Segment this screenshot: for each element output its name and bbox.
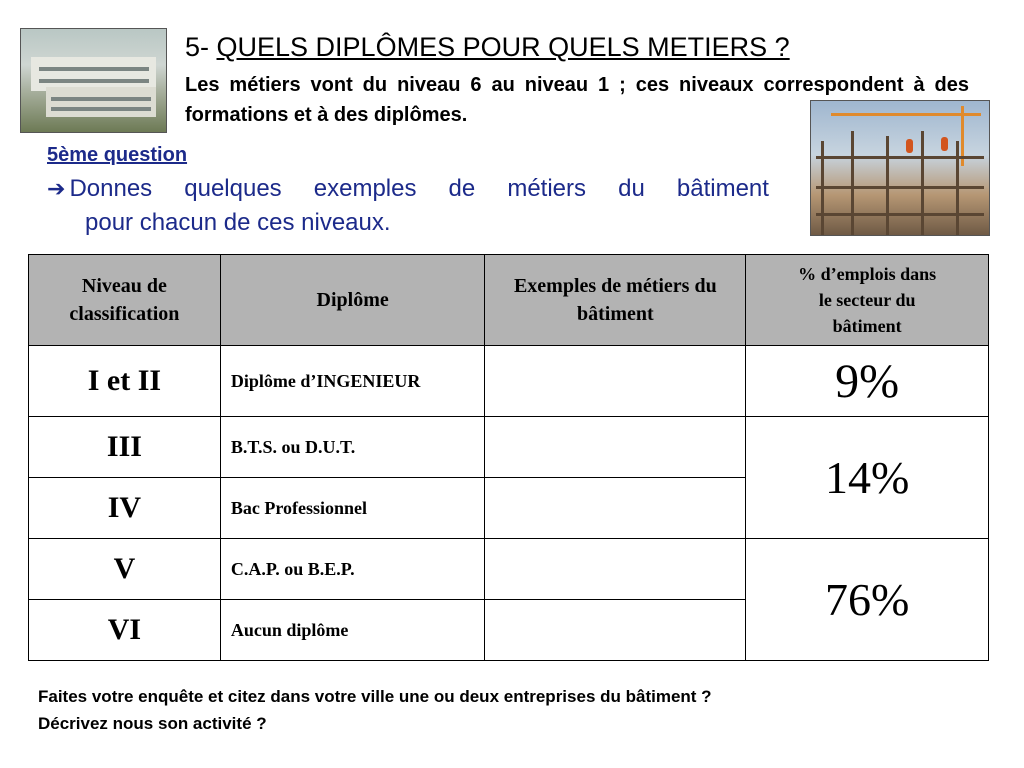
jobs-cell[interactable]	[485, 478, 746, 539]
question-line-1	[47, 172, 769, 206]
employment-percentage: 9%	[746, 346, 989, 417]
question-text	[47, 172, 769, 240]
intro-text: Les métiers vont du niveau 6 au niveau 1 ; ces niveaux correspondent à des formations et à des diplômes.	[185, 74, 969, 126]
jobs-cell[interactable]	[485, 417, 746, 478]
footer-text	[38, 683, 712, 737]
question-word: du	[618, 175, 645, 202]
header-level: Niveau de classification	[29, 255, 221, 346]
level-cell: I et II	[29, 346, 221, 417]
diploma-cell: C.A.P. ou B.E.P.	[220, 539, 485, 600]
question-label: 5ème question	[47, 144, 188, 166]
header-employment: % d’emplois dans le secteur du bâtiment	[746, 255, 989, 346]
diploma-cell: Aucun diplôme	[220, 600, 485, 661]
question-word: de	[448, 175, 476, 202]
diplomas-table	[28, 254, 989, 661]
diploma-cell: Bac Professionnel	[220, 478, 485, 539]
table-row	[29, 346, 989, 417]
question-word: exemples	[313, 175, 417, 202]
header-jobs: Exemples de métiers du bâtiment	[485, 255, 746, 346]
table-row	[29, 539, 989, 600]
title-prefix: 5-	[185, 32, 217, 62]
level-cell: III	[29, 417, 221, 478]
header-diploma: Diplôme	[220, 255, 485, 346]
diploma-cell: B.T.S. ou D.U.T.	[220, 417, 485, 478]
question-word: bâtiment	[676, 175, 769, 202]
building-photo	[20, 28, 167, 133]
footer-line-2: Décrivez nous son activité ?	[38, 714, 267, 733]
employment-percentage: 14%	[746, 417, 989, 539]
level-cell: VI	[29, 600, 221, 661]
right-arrow-icon: ➔	[47, 176, 66, 201]
jobs-cell[interactable]	[485, 346, 746, 417]
level-cell: IV	[29, 478, 221, 539]
diploma-cell: Diplôme d’INGENIEUR	[220, 346, 485, 417]
question-line-2: pour chacun de ces niveaux.	[85, 209, 391, 236]
footer-line-1: Faites votre enquête et citez dans votre ville une ou deux entreprises du bâtiment ?	[38, 687, 712, 706]
jobs-cell[interactable]	[485, 600, 746, 661]
level-cell: V	[29, 539, 221, 600]
jobs-cell[interactable]	[485, 539, 746, 600]
question-word: métiers	[507, 175, 587, 202]
title-text: QUELS DIPLÔMES POUR QUELS METIERS ?	[216, 32, 790, 62]
table-row	[29, 417, 989, 478]
question-word: ➔ Donnes	[47, 175, 153, 202]
employment-percentage: 76%	[746, 539, 989, 661]
page-title	[185, 32, 790, 63]
question-word: quelques	[184, 175, 282, 202]
